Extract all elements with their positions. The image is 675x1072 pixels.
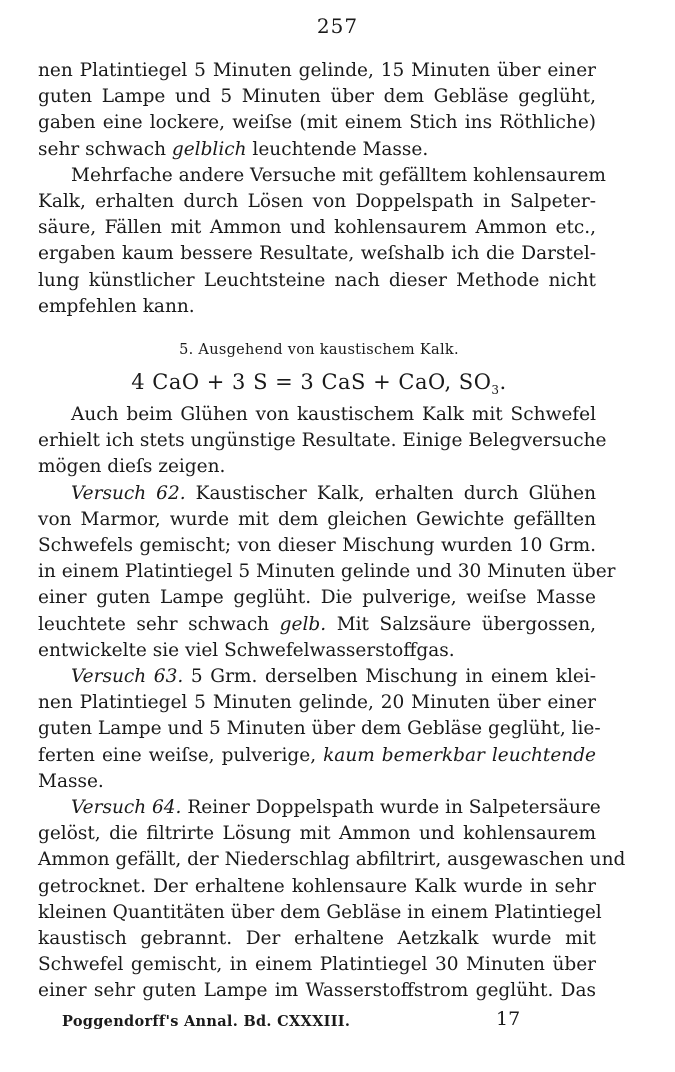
text-line: nen Platintiegel 5 Minuten gelinde, 15 Minuten über einer — [38, 60, 596, 81]
paragraph-block-2 — [38, 402, 626, 1005]
text-line: nen Platintiegel 5 Minuten gelinde, 20 Minuten über einer — [38, 692, 596, 714]
journal-footer: Poggendorff's Annal. Bd. CXXXIII. — [62, 1013, 351, 1030]
text-line: Schwefels gemischt; von dieser Mischung wurden 10 Grm. — [38, 535, 596, 557]
text-line: mögen dieſs zeigen. — [38, 456, 226, 478]
section-heading: 5. Ausgehend von kaustischem Kalk. — [179, 342, 459, 358]
paragraph-block-1 — [38, 58, 606, 320]
text-line: sehr schwach gelblich leuchtende Masse. — [38, 138, 429, 160]
text-line: guten Lampe und 5 Minuten über dem Gebläse geglüht, — [38, 86, 596, 108]
text-line: gelöst, die filtrirte Lösung mit Ammon und kohlensaurem — [38, 823, 596, 845]
text-line: erhielt ich stets ungünstige Resultate. Einige Belegversuche — [38, 430, 607, 452]
chemical-equation — [0, 370, 638, 397]
text-line: von Marmor, wurde mit dem gleichen Gewichte gefällten — [38, 508, 596, 530]
text-line: kleinen Quantitäten über dem Gebläse in einem Platintiegel — [38, 901, 602, 923]
text-line: getrocknet. Der erhaltene kohlensaure Kalk wurde in sehr — [38, 875, 596, 897]
text-line: Schwefel gemischt, in einem Platintiegel 30 Minuten über — [38, 954, 596, 976]
text-line: entwickelte sie viel Schwefelwasserstoffgas. — [38, 639, 455, 661]
text-line: gaben eine lockere, weiſse (mit einem Stich ins Röthliche) — [38, 112, 596, 134]
text-line: Ammon gefällt, der Niederschlag abfiltrirt, ausgewaschen und — [38, 849, 626, 871]
page-number: 257 — [316, 14, 359, 38]
text-line: säure, Fällen mit Ammon und kohlensaurem Ammon etc., — [38, 217, 596, 239]
text-line: Auch beim Glühen von kaustischem Kalk mit Schwefel — [71, 404, 596, 425]
text-line: guten Lampe und 5 Minuten über dem Gebläse geglüht, lie- — [38, 718, 601, 740]
equation-subscript: 3 — [491, 383, 500, 398]
text-line: einer guten Lampe geglüht. Die pulverige, weiſse Masse — [38, 587, 596, 609]
text-line: Versuch 62. Kaustischer Kalk, erhalten durch Glühen — [71, 482, 596, 504]
text-line: Versuch 63. 5 Grm. derselben Mischung in einem klei- — [71, 666, 596, 688]
text-line: empfehlen kann. — [38, 295, 195, 317]
text-line: leuchtete sehr schwach gelb. Mit Salzsäure übergossen, — [38, 613, 596, 635]
printer-signature: 17 — [496, 1008, 521, 1030]
equation-end: . — [499, 370, 507, 394]
text-line: in einem Platintiegel 5 Minuten gelinde und 30 Minuten über — [38, 561, 616, 583]
text-line: ergaben kaum bessere Resultate, weſshalb ich die Darstel- — [38, 243, 596, 265]
text-line: einer sehr guten Lampe im Wasserstoffstrom geglüht. Das — [38, 980, 596, 1002]
text-line: Kalk, erhalten durch Lösen von Doppelspath in Salpeter- — [38, 191, 596, 213]
text-line: Masse. — [38, 770, 104, 792]
text-line: kaustisch gebrannt. Der erhaltene Aetzkalk wurde mit — [38, 928, 596, 950]
equation-text: 4 CaO + 3 S = 3 CaS + CaO, SO — [131, 370, 492, 394]
text-line: Mehrfache andere Versuche mit gefälltem kohlensaurem — [71, 164, 606, 186]
text-line: ferten eine weiſse, pulverige, kaum bemerkbar leuchtende — [38, 744, 597, 766]
text-line: lung künstlicher Leuchtsteine nach dieser Methode nicht — [38, 269, 596, 291]
text-line: Versuch 64. Reiner Doppelspath wurde in Salpetersäure — [71, 797, 601, 819]
